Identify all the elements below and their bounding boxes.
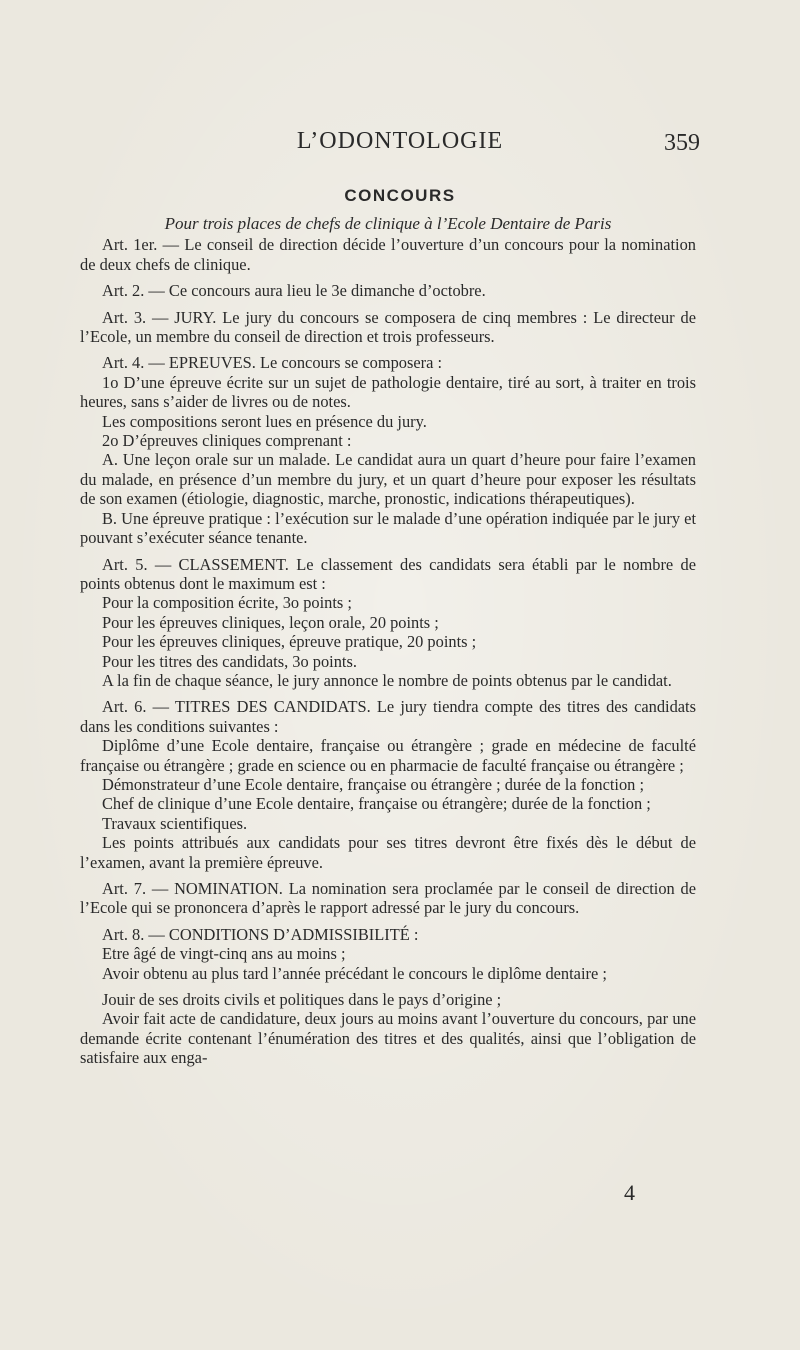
- signature-mark: 4: [624, 1180, 635, 1205]
- paragraph: [80, 697, 696, 872]
- text-line: Pour les épreuves cliniques, leçon orale, 20 points ;: [102, 612, 439, 632]
- text-line: Avoir obtenu au plus tard l’année précédant le concours le diplôme dentaire ;: [102, 963, 607, 983]
- text-line: Les points attribués aux candidats pour ses titres devront être fixés dès le début de l’examen, avant la première épreuve.: [80, 833, 696, 872]
- text-line: Art. 1er. — Le conseil de direction décide l’ouverture d’un concours pour la nomination de deux chefs de clinique.: [80, 235, 696, 274]
- text-line: Art. 4. — EPREUVES. Le concours se composera :: [102, 353, 443, 373]
- text-line: Art. 2. — Ce concours aura lieu le 3e dimanche d’octobre.: [102, 281, 486, 301]
- paragraph: [80, 555, 696, 691]
- text-line: Art. 5. — CLASSEMENT. Le classement des candidats sera établi par le nombre de points obtenus dont le maximum est :: [80, 554, 696, 593]
- text-line: Les compositions seront lues en présence du jury.: [102, 411, 427, 431]
- subtitle: Pour trois places de chefs de clinique à l’Ecole Dentaire de Paris: [164, 214, 612, 233]
- text-line: Pour les titres des candidats, 3o points.: [102, 651, 357, 671]
- paragraph: [80, 990, 696, 1068]
- text-line: Chef de clinique d’une Ecole dentaire, française ou étrangère; durée de la fonction ;: [102, 794, 651, 814]
- running-title: L’ODONTOLOGIE: [296, 128, 504, 154]
- text-line: Art. 7. — NOMINATION. La nomination sera proclamée par le conseil de direction de l’Ecole qui se prononcera d’après le rapport adressé par le jury du concours.: [80, 879, 696, 918]
- paragraph: [80, 353, 696, 547]
- text-line: Avoir fait acte de candidature, deux jours au moins avant l’ouverture du concours, par une demande écrite contenant l’énumération des titres et des qualités, ainsi que l’obligation de satisfaire aux enga-: [80, 1009, 696, 1068]
- paragraph: [80, 879, 696, 918]
- text-line: Diplôme d’une Ecole dentaire, française ou étrangère ; grade en médecine de faculté française ou étrangère ; grade en science ou en pharmacie de faculté française ou étrangère ;: [80, 736, 696, 775]
- text-line: Art. 3. — JURY. Le jury du concours se composera de cinq membres : Le directeur de l’Ecole, un membre du conseil de direction et trois professeurs.: [80, 307, 696, 347]
- paragraph: [80, 308, 696, 347]
- text-line: Jouir de ses droits civils et politiques dans le pays d’origine ;: [102, 990, 502, 1010]
- text-line: 1o D’une épreuve écrite sur un sujet de pathologie dentaire, tiré au sort, à traiter en trois heures, sans s’aider de livres ou de notes.: [80, 372, 696, 412]
- text-line: B. Une épreuve pratique : l’exécution sur le malade d’une opération indiquée par le jury et pouvant s’exécuter séance tenante.: [80, 508, 696, 548]
- page-number: 359: [664, 130, 700, 156]
- paragraph: [80, 925, 696, 983]
- text-line: Pour les épreuves cliniques, épreuve pratique, 20 points ;: [102, 632, 477, 652]
- text-line: Pour la composition écrite, 3o points ;: [102, 593, 352, 613]
- paragraph: [80, 281, 696, 300]
- text-line: A la fin de chaque séance, le jury annonce le nombre de points obtenus par le candidat.: [102, 670, 672, 690]
- text-line: Etre âgé de vingt-cinq ans au moins ;: [102, 944, 346, 964]
- text-line: A. Une leçon orale sur un malade. Le candidat aura un quart d’heure pour faire l’examen du malade, en présence d’un membre du jury, et un quart d’heure pour exposer les résultats de son examen (étiologie, diagnostic, marche, pronostic, indications thérapeutiques).: [80, 450, 696, 509]
- section-title: CONCOURS: [344, 186, 456, 205]
- running-head: [0, 128, 800, 164]
- text-line: Travaux scientifiques.: [102, 813, 248, 833]
- text-line: Démonstrateur d’une Ecole dentaire, française ou étrangère ; durée de la fonction ;: [102, 774, 645, 794]
- paragraph: [80, 235, 696, 274]
- text-line: 2o D’épreuves cliniques comprenant :: [102, 431, 352, 451]
- text-line: Art. 8. — CONDITIONS D’ADMISSIBILITÉ :: [102, 924, 419, 944]
- paragraph-list: [80, 235, 696, 1067]
- article-body: [80, 214, 696, 1075]
- text-line: Art. 6. — TITRES DES CANDIDATS. Le jury tiendra compte des titres des candidats dans les conditions suivantes :: [80, 697, 696, 736]
